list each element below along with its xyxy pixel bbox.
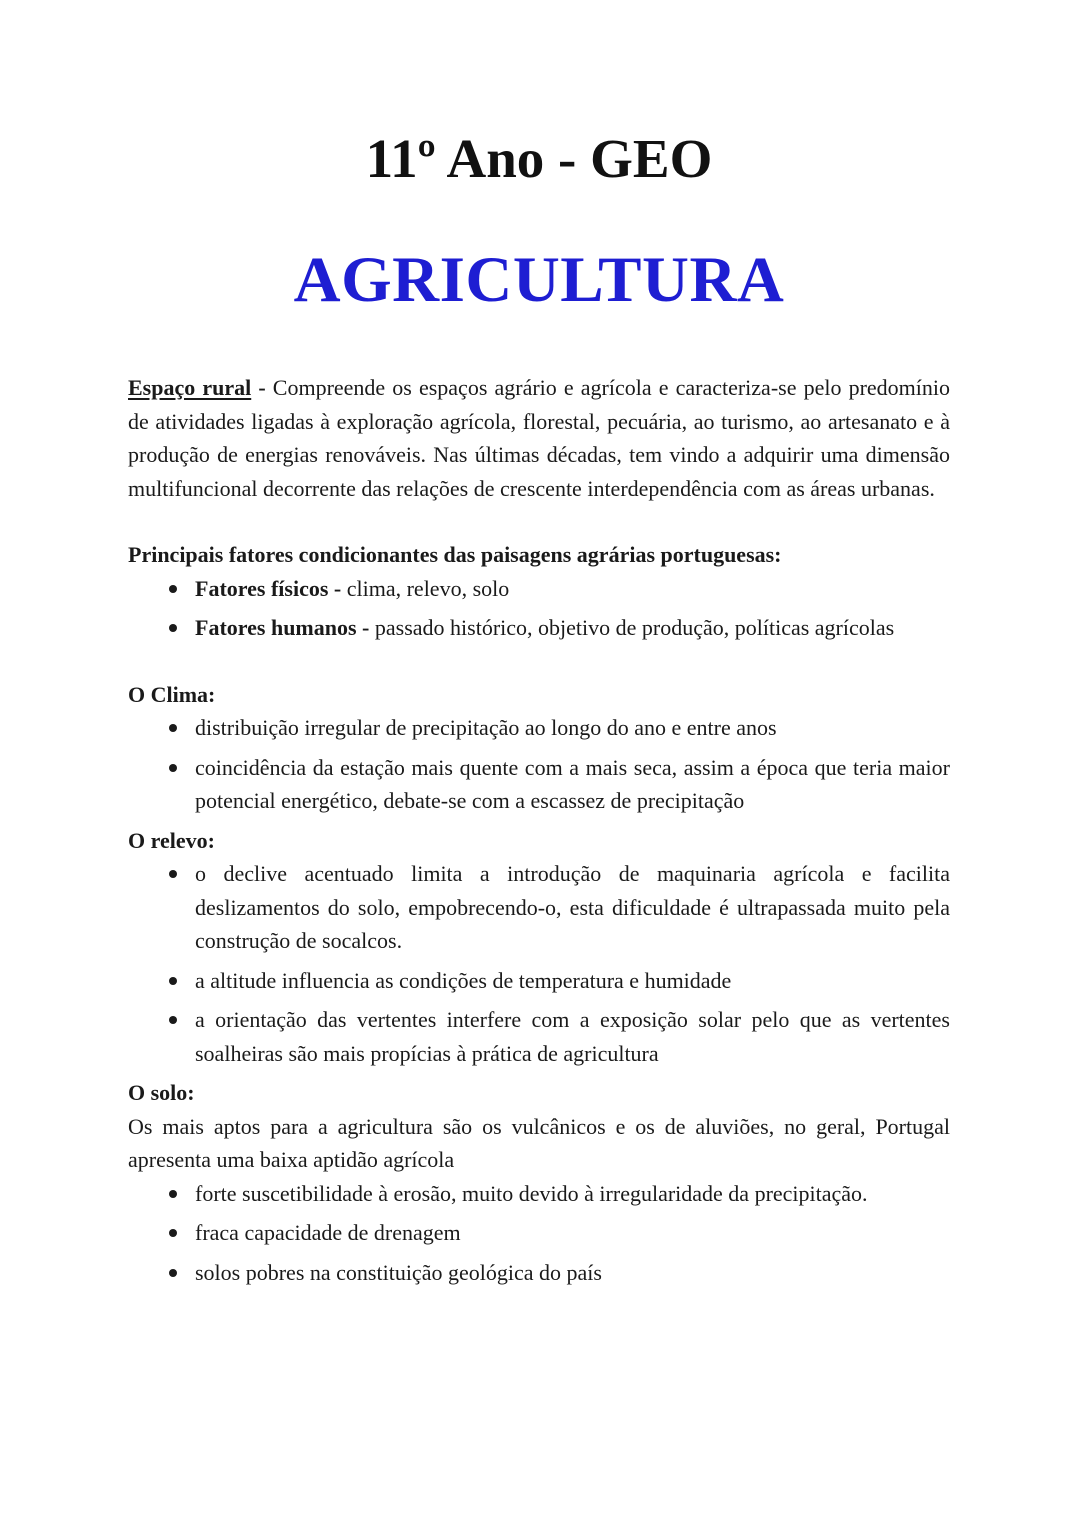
section-fatores bbox=[128, 538, 950, 645]
list-item bbox=[128, 1177, 950, 1211]
list-item bbox=[128, 857, 950, 958]
list-item bbox=[128, 964, 950, 998]
list-item-text: coincidência da estação mais quente com a mais seca, assim a época que teria maior potencial energético, debate-se com a escassez de precipitação bbox=[195, 754, 950, 813]
list-item-text: fraca capacidade de drenagem bbox=[195, 1220, 461, 1245]
course-title: 11º Ano - GEO bbox=[365, 128, 713, 189]
intro-separator: - bbox=[251, 375, 273, 400]
section-heading: O relevo: bbox=[128, 827, 215, 853]
section-heading: O solo: bbox=[128, 1080, 195, 1105]
list-item-label: Fatores físicos - bbox=[195, 575, 347, 601]
list-item bbox=[128, 751, 950, 818]
list-item bbox=[128, 1256, 950, 1290]
list-item bbox=[128, 1003, 950, 1070]
bullet-list bbox=[128, 857, 950, 1070]
list-item bbox=[128, 572, 950, 606]
section-heading: O Clima: bbox=[128, 681, 216, 707]
list-item bbox=[128, 711, 950, 745]
bullet-list bbox=[128, 572, 950, 645]
section-solo bbox=[128, 1076, 950, 1289]
intro-paragraph bbox=[128, 371, 950, 505]
list-item-text: passado histórico, objetivo de produção, políticas agrícolas bbox=[374, 615, 895, 640]
section-relevo bbox=[128, 824, 950, 1071]
section-heading: Principais fatores condicionantes das paisagens agrárias portuguesas: bbox=[128, 542, 782, 567]
list-item bbox=[128, 1216, 950, 1250]
list-item-text: distribuição irregular de precipitação ao longo do ano e entre anos bbox=[195, 715, 777, 740]
list-item bbox=[128, 611, 950, 645]
page-title: AGRICULTURA bbox=[293, 244, 785, 316]
bullet-list bbox=[128, 1177, 950, 1290]
list-item-label: Fatores humanos - bbox=[195, 615, 375, 640]
list-item-text: o declive acentuado limita a introdução de maquinaria agrícola e facilita deslizamentos do solo, empobrecendo-o, esta dificuldade é ultrapassada muito pela construção de socalcos. bbox=[195, 861, 950, 953]
list-item-text: a orientação das vertentes interfere com a exposição solar pelo que as vertentes soalheiras são mais propícias à prática de agricultura bbox=[195, 1007, 950, 1066]
list-item-text: clima, relevo, solo bbox=[346, 575, 510, 601]
intro-term: Espaço rural bbox=[128, 375, 252, 400]
intro-definition: Compreende os espaços agrário e agrícola e caracteriza-se pelo predomínio de atividades ligadas à exploração agrícola, florestal, pecuária, ao turismo, ao artesanato e à produção de energias renováveis. Nas últimas décadas, tem vindo a adquirir uma dimensão multifuncional decorrente das relações de crescente interdependência com as áreas urbanas. bbox=[128, 375, 950, 501]
section-paragraph: Os mais aptos para a agricultura são os vulcânicos e os de aluviões, no geral, Portugal apresenta uma baixa aptidão agrícola bbox=[128, 1113, 950, 1172]
list-item-text: a altitude influencia as condições de temperatura e humidade bbox=[195, 967, 732, 993]
bullet-list bbox=[128, 711, 950, 818]
list-item-text: solos pobres na constituição geológica do país bbox=[195, 1259, 602, 1285]
section-clima bbox=[128, 678, 950, 818]
list-item-text: forte suscetibilidade à erosão, muito devido à irregularidade da precipitação. bbox=[195, 1180, 868, 1206]
